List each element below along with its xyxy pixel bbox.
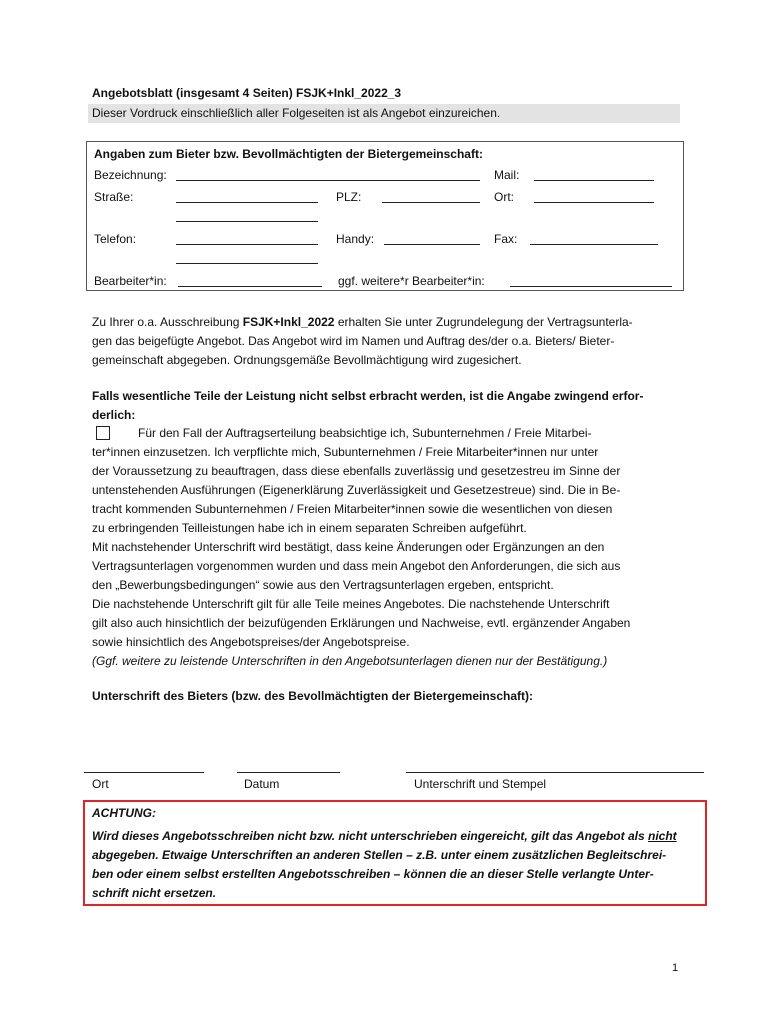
subcontract-paragraph [92, 424, 692, 671]
intro-paragraph [92, 313, 682, 370]
warning-line: abgegeben. Etwaige Unterschriften an anderen Stellen – z.B. unter einem zusätzlichen Begleitschrei- [92, 848, 667, 862]
intro-text: gemeinschaft abgegeben. Ordnungsgemäße Bevollmächtigung wird zugesichert. [92, 353, 522, 367]
paragraph-line: der Voraussetzung zu beauftragen, dass diese ebenfalls zuverlässig und gesetzestreu im Sinne der [92, 464, 621, 478]
warning-line: ben oder einem selbst erstellten Angebotsschreiben – können die an dieser Stelle verlangte Unter- [92, 867, 654, 881]
bearbeiter-label: Bearbeiter*in: [94, 274, 167, 288]
fax-field[interactable] [530, 232, 658, 245]
paragraph-line: sowie hinsichtlich des Angebotspreises/der Angebotspreise. [92, 635, 410, 649]
bezeichnung-field[interactable] [176, 168, 480, 181]
ort-field[interactable] [534, 190, 654, 203]
paragraph-line: Mit nachstehender Unterschrift wird bestätigt, dass keine Änderungen oder Ergänzungen an den [92, 540, 605, 554]
paragraph-line: Die nachstehende Unterschrift gilt für alle Teile meines Angebotes. Die nachstehende Unterschrift [92, 597, 610, 611]
mail-field[interactable] [534, 168, 654, 181]
ort-signature-label: Ort [92, 777, 109, 791]
intro-text: erhalten Sie unter Zugrundelegung der Vertragsunterla- [334, 315, 633, 329]
ort-label: Ort: [494, 190, 514, 204]
page-subtitle: Dieser Vordruck einschließlich aller Folgeseiten ist als Angebot einzureichen. [92, 106, 501, 120]
subcontract-heading-line: derlich: [92, 408, 136, 422]
paragraph-line: untenstehenden Ausführungen (Eigenerklärung Zuverlässigkeit und Gesetzestreue) sind. Die in Be- [92, 483, 621, 497]
page-number: 1 [672, 962, 679, 974]
telefon-field-line2[interactable] [176, 251, 318, 264]
subcontract-heading [92, 387, 682, 425]
strasse-field-line2[interactable] [176, 209, 318, 222]
bidder-box-heading: Angaben zum Bieter bzw. Bevollmächtigten der Bietergemeinschaft: [94, 147, 483, 161]
handy-field[interactable] [384, 232, 480, 245]
tender-reference: FSJK+Inkl_2022 [242, 315, 335, 329]
weitere-bearbeiter-field[interactable] [510, 274, 672, 287]
mail-label: Mail: [494, 168, 520, 182]
plz-field[interactable] [382, 190, 480, 203]
page-title: Angebotsblatt (insgesamt 4 Seiten) FSJK+Inkl_2022_3 [92, 86, 402, 100]
fax-label: Fax: [494, 232, 518, 246]
unterschrift-signature-line[interactable] [406, 772, 704, 773]
strasse-field[interactable] [176, 190, 318, 203]
paragraph-line: tracht kommenden Subunternehmen / Freien Mitarbeiter*innen sowie die wesentlichen von diesen [92, 502, 613, 516]
datum-signature-line[interactable] [237, 772, 340, 773]
intro-text: gen das beigefügte Angebot. Das Angebot wird im Namen und Auftrag des/der o.a. Bieters/ Bieter- [92, 334, 615, 348]
plz-label: PLZ: [336, 190, 362, 204]
intro-text: Zu Ihrer o.a. Ausschreibung [92, 315, 243, 329]
paragraph-line: Für den Fall der Auftragserteilung beabsichtige ich, Subunternehmen / Freie Mitarbei- [138, 426, 592, 440]
signature-heading: Unterschrift des Bieters (bzw. des Bevollmächtigten der Bietergemeinschaft): [92, 689, 533, 703]
warning-emphasis: nicht [647, 829, 677, 843]
unterschrift-signature-label: Unterschrift und Stempel [414, 777, 547, 791]
bearbeiter-field[interactable] [178, 274, 322, 287]
confirmation-note: (Ggf. weitere zu leistende Unterschriften in den Angebotsunterlagen dienen nur der Bestätigung.) [92, 654, 608, 668]
paragraph-line: ter*innen einzusetzen. Ich verpflichte mich, Subunternehmen / Freie Mitarbeiter*innen nur unter [92, 445, 599, 459]
warning-line: schrift nicht ersetzen. [92, 886, 217, 900]
ort-signature-line[interactable] [84, 772, 204, 773]
datum-signature-label: Datum [244, 777, 280, 791]
paragraph-line: gilt also auch hinsichtlich der beizufügenden Erklärungen und Nachweise, evtl. ergänzender Angaben [92, 616, 631, 630]
warning-line: Wird dieses Angebotsschreiben nicht bzw. nicht unterschrieben eingereicht, gilt das Angebot als [92, 829, 648, 843]
telefon-field[interactable] [176, 232, 318, 245]
paragraph-line: zu erbringenden Teilleistungen habe ich in einem separaten Schreiben aufgeführt. [92, 521, 527, 535]
warning-title: ACHTUNG: [92, 806, 156, 820]
handy-label: Handy: [336, 232, 375, 246]
subcontract-heading-line: Falls wesentliche Teile der Leistung nicht selbst erbracht werden, ist die Angabe zwingend erfor- [92, 389, 644, 403]
warning-text [92, 804, 702, 903]
strasse-label: Straße: [94, 190, 134, 204]
bezeichnung-label: Bezeichnung: [94, 168, 167, 182]
telefon-label: Telefon: [94, 232, 137, 246]
weitere-bearbeiter-label: ggf. weitere*r Bearbeiter*in: [338, 274, 485, 288]
paragraph-line: den „Bewerbungsbedingungen“ sowie aus den Vertragsunterlagen ergeben, entspricht. [92, 578, 554, 592]
paragraph-line: Vertragsunterlagen vorgenommen wurden und dass mein Angebot den Anforderungen, die sich aus [92, 559, 621, 573]
